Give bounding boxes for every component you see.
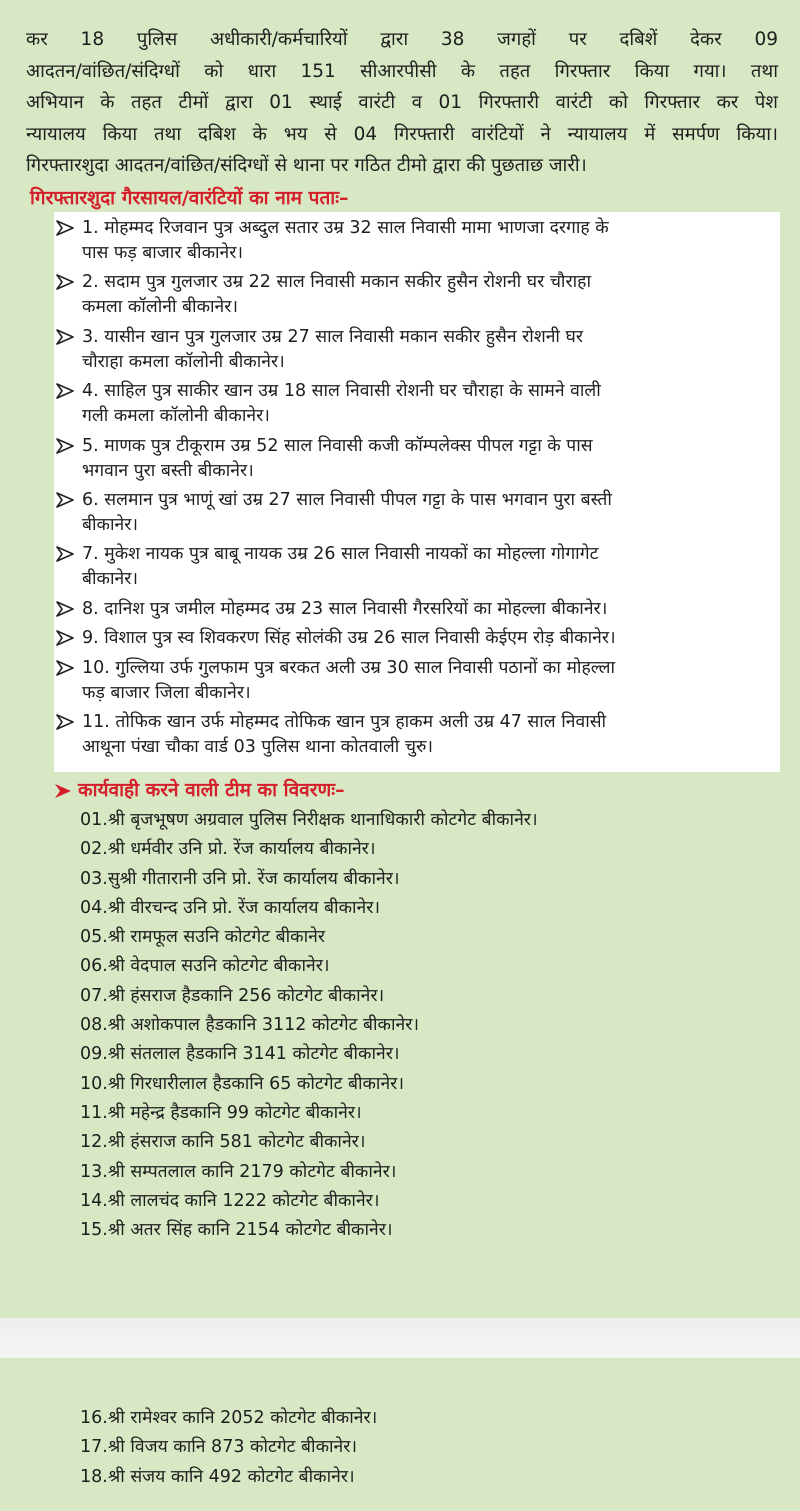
document-page-2 [0,1358,800,1511]
arrested-entry-line: 11. तोफिक खान उर्फ मोहम्मद तोफिक खान पुत्र हाकम अली उम्र 47 साल निवासी [82,711,607,732]
arrested-list-item [54,216,780,266]
arrested-entry-line: पास फड़ बाजार बीकानेर। [82,243,244,263]
arrow-bullet-icon [56,492,74,508]
arrested-entry-line: 6. सलमान पुत्र भाणूं खां उम्र 27 साल निवासी पीपल गट्टा के पास भगवान पुरा बस्ती [82,489,612,510]
team-heading [54,776,345,802]
arrow-bullet-icon [56,329,74,345]
intro-line: अभियान के तहत टीमों द्वारा 01 स्थाई वारंटी व 01 गिरफ्तारी वारंटी को गिरफ्तार कर पेश [26,92,778,114]
team-member-item: 07.श्री हंसराज हैडकानि 256 कोटगेट बीकानेर। [80,985,385,1006]
team-member-item: 18.श्री संजय कानि 492 कोटगेट बीकानेर। [80,1466,355,1487]
arrested-entry-line: 10. गुल्लिया उर्फ गुलफाम पुत्र बरकत अली उम्र 30 साल निवासी पठानों का मोहल्ला [82,657,616,678]
arrested-entry-line: गली कमला कॉलोनी बीकानेर। [82,406,270,427]
team-member-item: 11.श्री महेन्द्र हैडकानि 99 कोटगेट बीकानेर। [80,1102,362,1123]
intro-line: आदतन/वांछित/संदिग्धों को धारा 151 सीआरपीसी के तहत गिरफ्तार किया गया। तथा [26,60,778,82]
arrested-entry-line: बीकानेर। [82,569,138,590]
arrow-bullet-icon [56,630,74,646]
team-member-item: 01.श्री बृजभूषण अग्रवाल पुलिस निरीक्षक थानाधिकारी कोटगेट बीकानेर। [80,810,538,830]
arrested-entry-line: 5. माणक पुत्र टीकूराम उम्र 52 साल निवासी कजी कॉम्पलेक्स पीपल गट्टा के पास [82,435,593,456]
arrested-list-item [54,597,780,622]
intro-paragraph [26,24,778,182]
arrested-entry-line: 7. मुकेश नायक पुत्र बाबू नायक उम्र 26 साल निवासी नायकों का मोहल्ला गोगागेट [82,544,599,565]
team-list-page-2 [80,1404,780,1492]
team-member-item: 09.श्री संतलाल हैडकानि 3141 कोटगेट बीकानेर। [80,1044,400,1065]
team-member-item: 02.श्री धर्मवीर उनि प्रो. रेंज कार्यालय बीकानेर। [80,839,376,860]
arrested-entry-line: 3. यासीन खान पुत्र गुलजार उम्र 27 साल निवासी मकान सकीर हुसैन रोशनी घर [82,326,584,347]
team-member-item: 17.श्री विजय कानि 873 कोटगेट बीकानेर। [80,1437,358,1458]
arrested-list-item [54,270,780,320]
arrested-entry-line: 1. मोहम्मद रिजवान पुत्र अब्दुल सतार उम्र 32 साल निवासी मामा भाणजा दरगाह के [82,218,609,238]
team-member-item: 14.श्री लालचंद कानि 1222 कोटगेट बीकानेर। [80,1190,380,1211]
team-member-item: 15.श्री अतर सिंह कानि 2154 कोटगेट बीकानेर। [80,1220,393,1241]
team-member-item: 12.श्री हंसराज कानि 581 कोटगेट बीकानेर। [80,1132,366,1153]
arrested-list-box [54,212,780,772]
arrow-bullet-icon [54,783,72,799]
intro-line: गिरफ्तारशुदा आदतन/वांछित/संदिग्धों से थाना पर गठित टीमो द्वारा की पुछताछ जारी। [26,155,587,177]
arrested-list-item [54,710,780,760]
arrested-list-item [54,626,780,651]
intro-line: न्यायालय किया तथा दबिश के भय से 04 गिरफ्तारी वारंटियों ने न्यायालय में समर्पण किया। [26,123,778,145]
intro-line: कर 18 पुलिस अधीकारी/कर्मचारियों द्वारा 38 जगहों पर दबिशें देकर 09 [26,29,778,50]
arrow-bullet-icon [56,601,74,617]
team-member-item: 03.सुश्री गीतारानी उनि प्रो. रेंज कार्यालय बीकानेर। [80,868,400,889]
team-member-item: 06.श्री वेदपाल सउनि कोटगेट बीकानेर। [80,956,330,977]
team-member-item: 13.श्री सम्पतलाल कानि 2179 कोटगेट बीकानेर। [80,1161,397,1182]
arrested-entry-line: 8. दानिश पुत्र जमील मोहम्मद उम्र 23 साल निवासी गैरसरियों का मोहल्ला बीकानेर। [82,598,608,619]
team-member-item: 16.श्री रामेश्वर कानि 2052 कोटगेट बीकानेर। [80,1408,378,1428]
arrow-bullet-icon [56,220,74,236]
arrested-entry-line: बीकानेर। [82,514,138,535]
page-break [0,1318,800,1358]
arrested-entry-line: फड़ बाजार जिला बीकानेर। [82,682,251,703]
arrow-bullet-icon [56,714,74,730]
arrested-entry-line: 2. सदाम पुत्र गुलजार उम्र 22 साल निवासी मकान सकीर हुसैन रोशनी घर चौराहा [82,272,591,293]
arrested-entry-line: भगवान पुरा बस्ती बीकानेर। [82,460,254,481]
arrow-bullet-icon [56,383,74,399]
team-member-item: 05.श्री रामफूल सउनि कोटगेट बीकानेर [80,927,326,948]
arrested-entry-line: 4. साहिल पुत्र साकीर खान उम्र 18 साल निवासी रोशनी घर चौराहा के सामने वाली [82,381,601,402]
team-heading-text: कार्यवाही करने वाली टीम का विवरणः– [78,779,345,801]
arrested-list-item [54,325,780,375]
team-list-page-1 [80,806,780,1245]
arrested-entry-line: 9. विशाल पुत्र स्व शिवकरण सिंह सोलंकी उम्र 26 साल निवासी केईएम रोड़ बीकानेर। [82,628,616,649]
arrow-bullet-icon [56,438,74,454]
arrested-entry-line: कमला कॉलोनी बीकानेर। [82,297,239,318]
team-member-item: 04.श्री वीरचन्द उनि प्रो. रेंज कार्यालय बीकानेर। [80,897,381,918]
arrested-list-item [54,488,780,538]
arrow-bullet-icon [56,546,74,562]
arrested-list-item [54,434,780,484]
arrested-entry-line: आथूना पंखा चौका वार्ड 03 पुलिस थाना कोतवाली चुरु। [82,736,434,757]
team-member-item: 10.श्री गिरधारीलाल हैडकानि 65 कोटगेट बीकानेर। [80,1073,404,1094]
arrested-heading: गिरफ्तारशुदा गैरसायल/वारंटियों का नाम पताः– [30,187,349,209]
team-member-item: 08.श्री अशोकपाल हैडकानि 3112 कोटगेट बीकानेर। [80,1015,420,1036]
arrow-bullet-icon [56,274,74,290]
arrested-entry-line: चौराहा कमला कॉलोनी बीकानेर। [82,351,285,372]
arrested-list-item [54,542,780,592]
arrested-list [54,216,780,764]
arrested-list-item [54,379,780,429]
arrested-list-item [54,656,780,706]
arrow-bullet-icon [56,660,74,676]
